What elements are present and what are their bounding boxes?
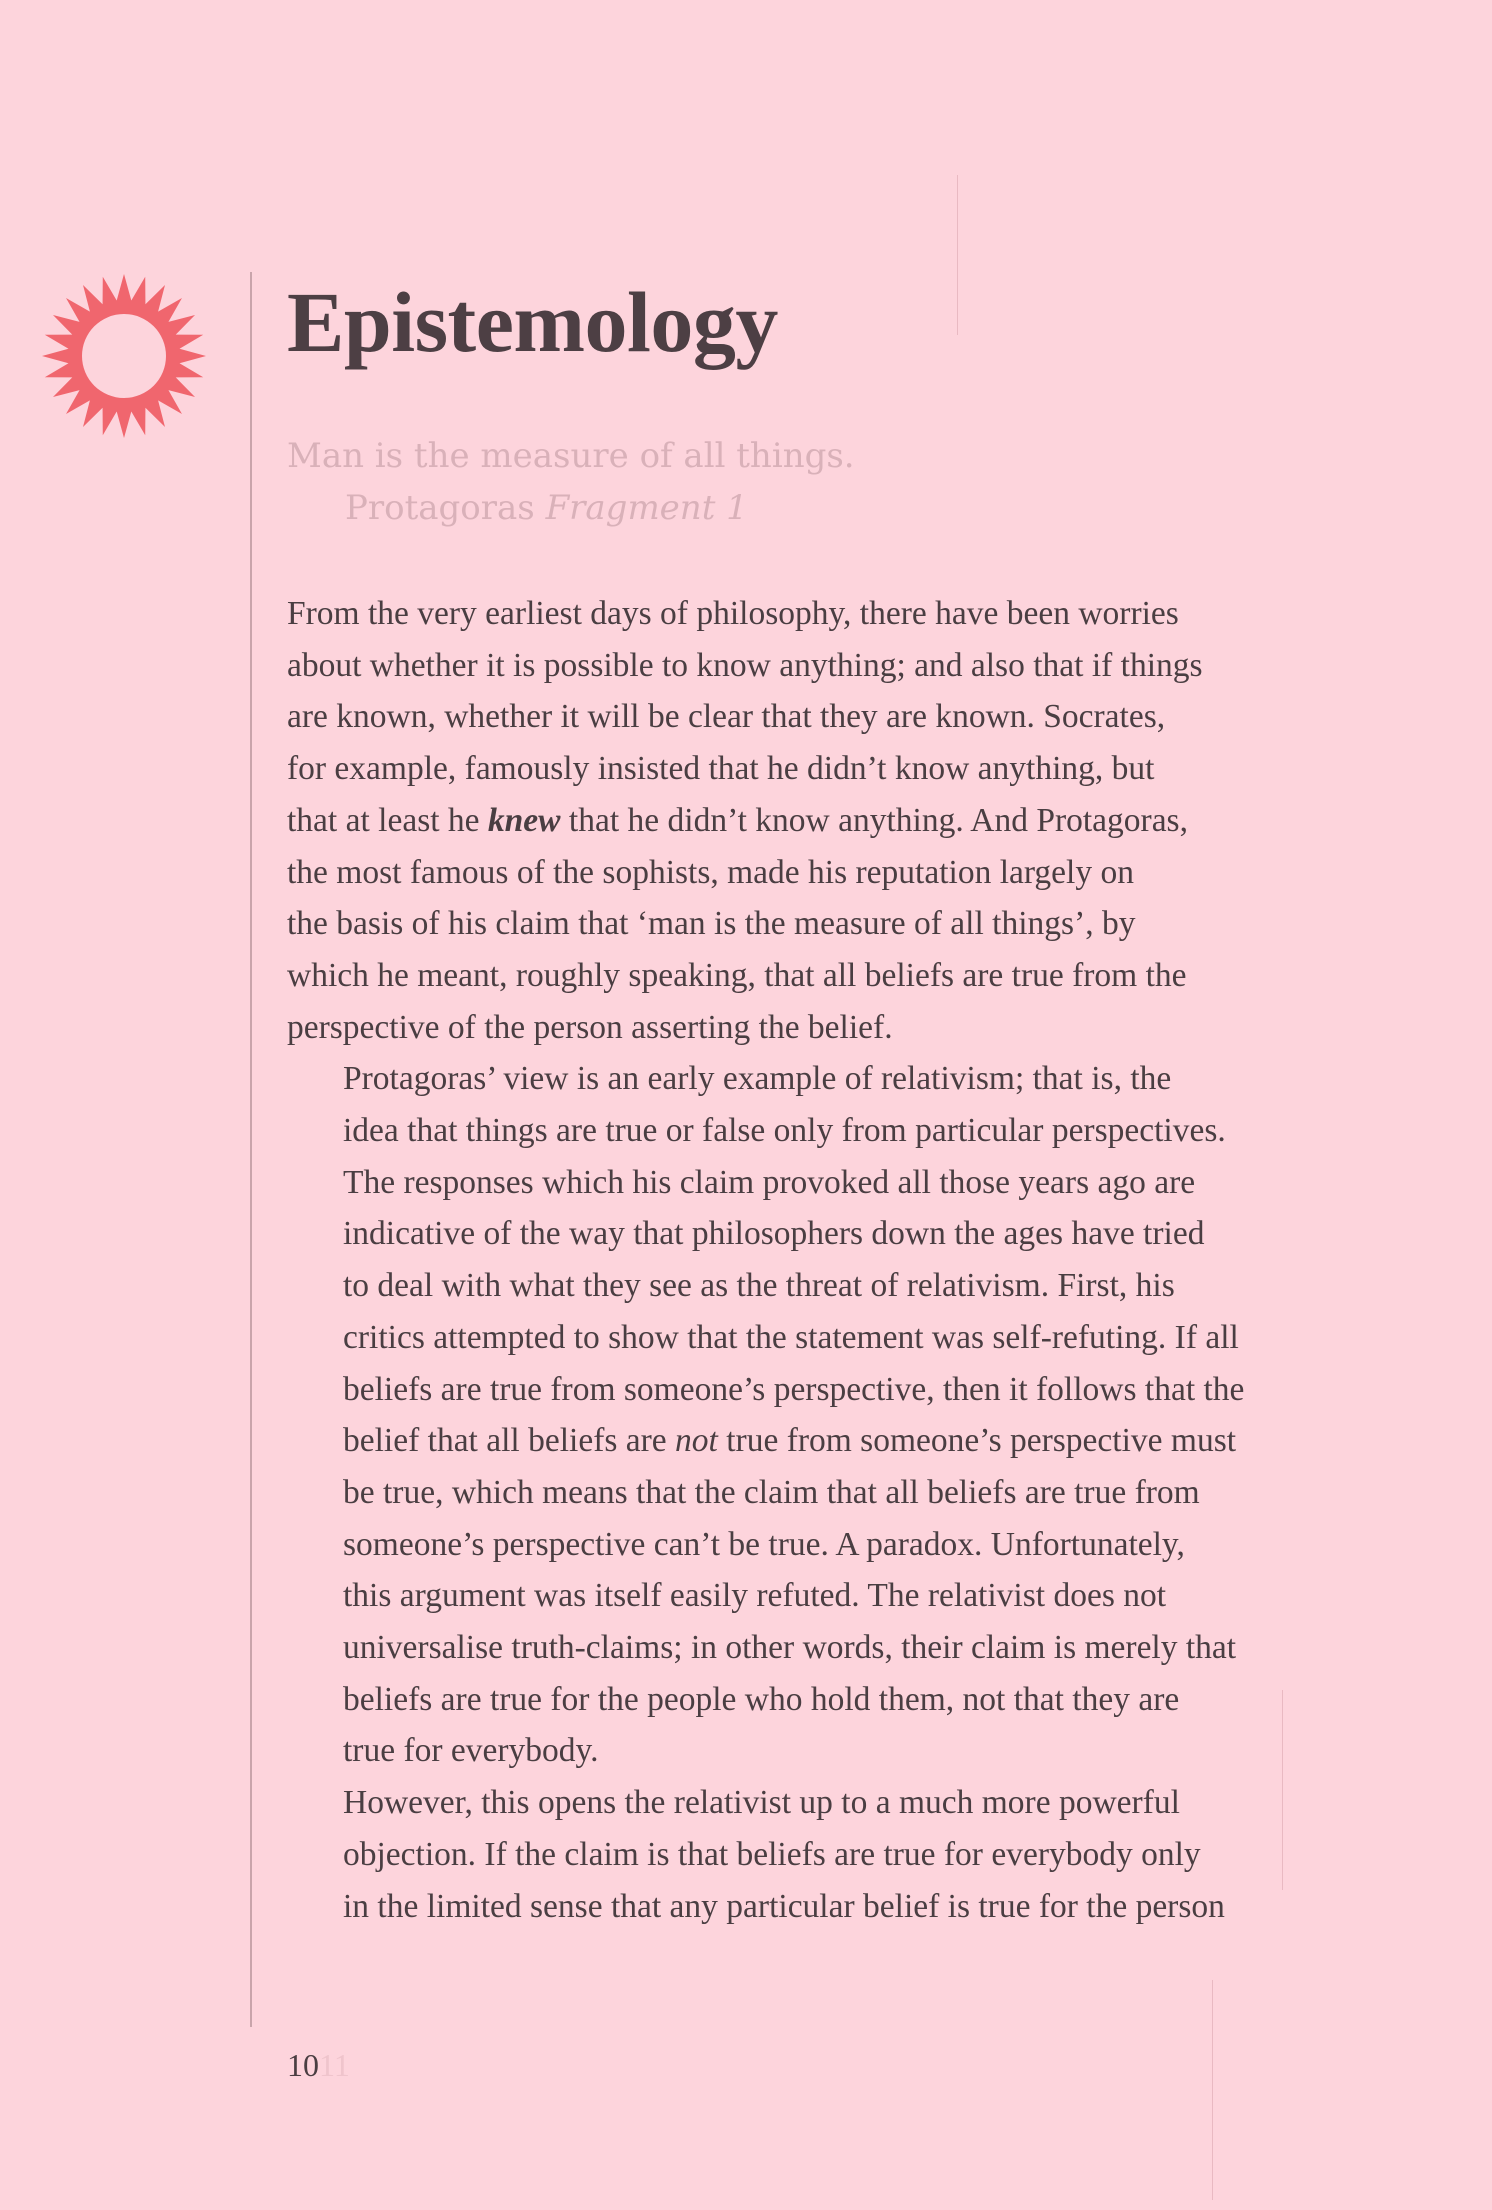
epigraph <box>287 430 855 534</box>
epigraph-work: Fragment 1 <box>545 488 748 528</box>
emphasis: not <box>675 1422 718 1460</box>
text-line: idea that things are true or false only from particular perspectives. <box>343 1112 1226 1150</box>
epigraph-author: Protagoras <box>345 488 535 528</box>
page-title: Epistemology <box>287 274 778 370</box>
paragraph <box>287 1053 1387 1777</box>
text-line <box>287 795 1387 847</box>
paper-crease <box>957 175 958 335</box>
text-line: beliefs are true for the people who hold them, not that they are <box>343 1680 1180 1718</box>
text-line: The responses which his claim provoked all those years ago are <box>343 1163 1196 1201</box>
text-line: this argument was itself easily refuted. The relativist does not <box>343 1577 1167 1615</box>
page-number-right: 11 <box>319 2047 350 2083</box>
sun-center <box>82 314 166 398</box>
text-line: universalise truth-claims; in other words, their claim is merely that <box>343 1629 1237 1667</box>
paper-crease <box>1212 1980 1213 2200</box>
paragraph <box>287 588 1387 1053</box>
text-line: critics attempted to show that the statement was self-refuting. If all <box>343 1318 1239 1356</box>
body-text <box>287 588 1387 1932</box>
text-line: someone’s perspective can’t be true. A paradox. Unfortunately, <box>343 1525 1185 1563</box>
text-line: beliefs are true from someone’s perspective, then it follows that the <box>343 1370 1245 1408</box>
epigraph-attribution <box>287 482 855 534</box>
text-line: indicative of the way that philosophers down the ages have tried <box>343 1215 1205 1253</box>
page-numbers <box>287 2045 350 2085</box>
text-run: belief that all beliefs are <box>343 1422 676 1460</box>
text-line <box>287 1415 1387 1467</box>
epigraph-quote: Man is the measure of all things. <box>287 436 855 476</box>
text-line: be true, which means that the claim that all beliefs are true from <box>343 1473 1200 1511</box>
text-line: in the limited sense that any particular belief is true for the person <box>343 1887 1225 1925</box>
text-line: From the very earliest days of philosophy, there have been worries <box>287 595 1179 632</box>
sun-icon <box>40 272 208 440</box>
text-line: true for everybody. <box>343 1732 599 1770</box>
paragraph <box>287 1777 1387 1932</box>
text-line: the most famous of the sophists, made his reputation largely on <box>287 853 1134 891</box>
text-line: Protagoras’ view is an early example of relativism; that is, the <box>343 1060 1172 1098</box>
text-line: are known, whether it will be clear that they are known. Socrates, <box>287 698 1166 736</box>
text-run: that at least he <box>287 801 488 839</box>
text-line: for example, famously insisted that he didn’t know anything, but <box>287 750 1155 788</box>
text-line: which he meant, roughly speaking, that all beliefs are true from the <box>287 956 1187 994</box>
emphasis: knew <box>487 801 561 839</box>
text-line: perspective of the person asserting the belief. <box>287 1008 893 1046</box>
text-line: the basis of his claim that ‘man is the measure of all things’, by <box>287 905 1136 943</box>
text-run: that he didn’t know anything. And Protagoras, <box>560 801 1188 839</box>
text-line: However, this opens the relativist up to a much more powerful <box>343 1784 1180 1822</box>
text-run: true from someone’s perspective must <box>717 1422 1237 1460</box>
text-line: objection. If the claim is that beliefs are true for everybody only <box>343 1835 1201 1873</box>
text-line: about whether it is possible to know anything; and also that if things <box>287 646 1203 684</box>
page-number-left: 10 <box>287 2047 319 2083</box>
margin-rule <box>250 272 252 2027</box>
text-line: to deal with what they see as the threat of relativism. First, his <box>343 1267 1175 1305</box>
